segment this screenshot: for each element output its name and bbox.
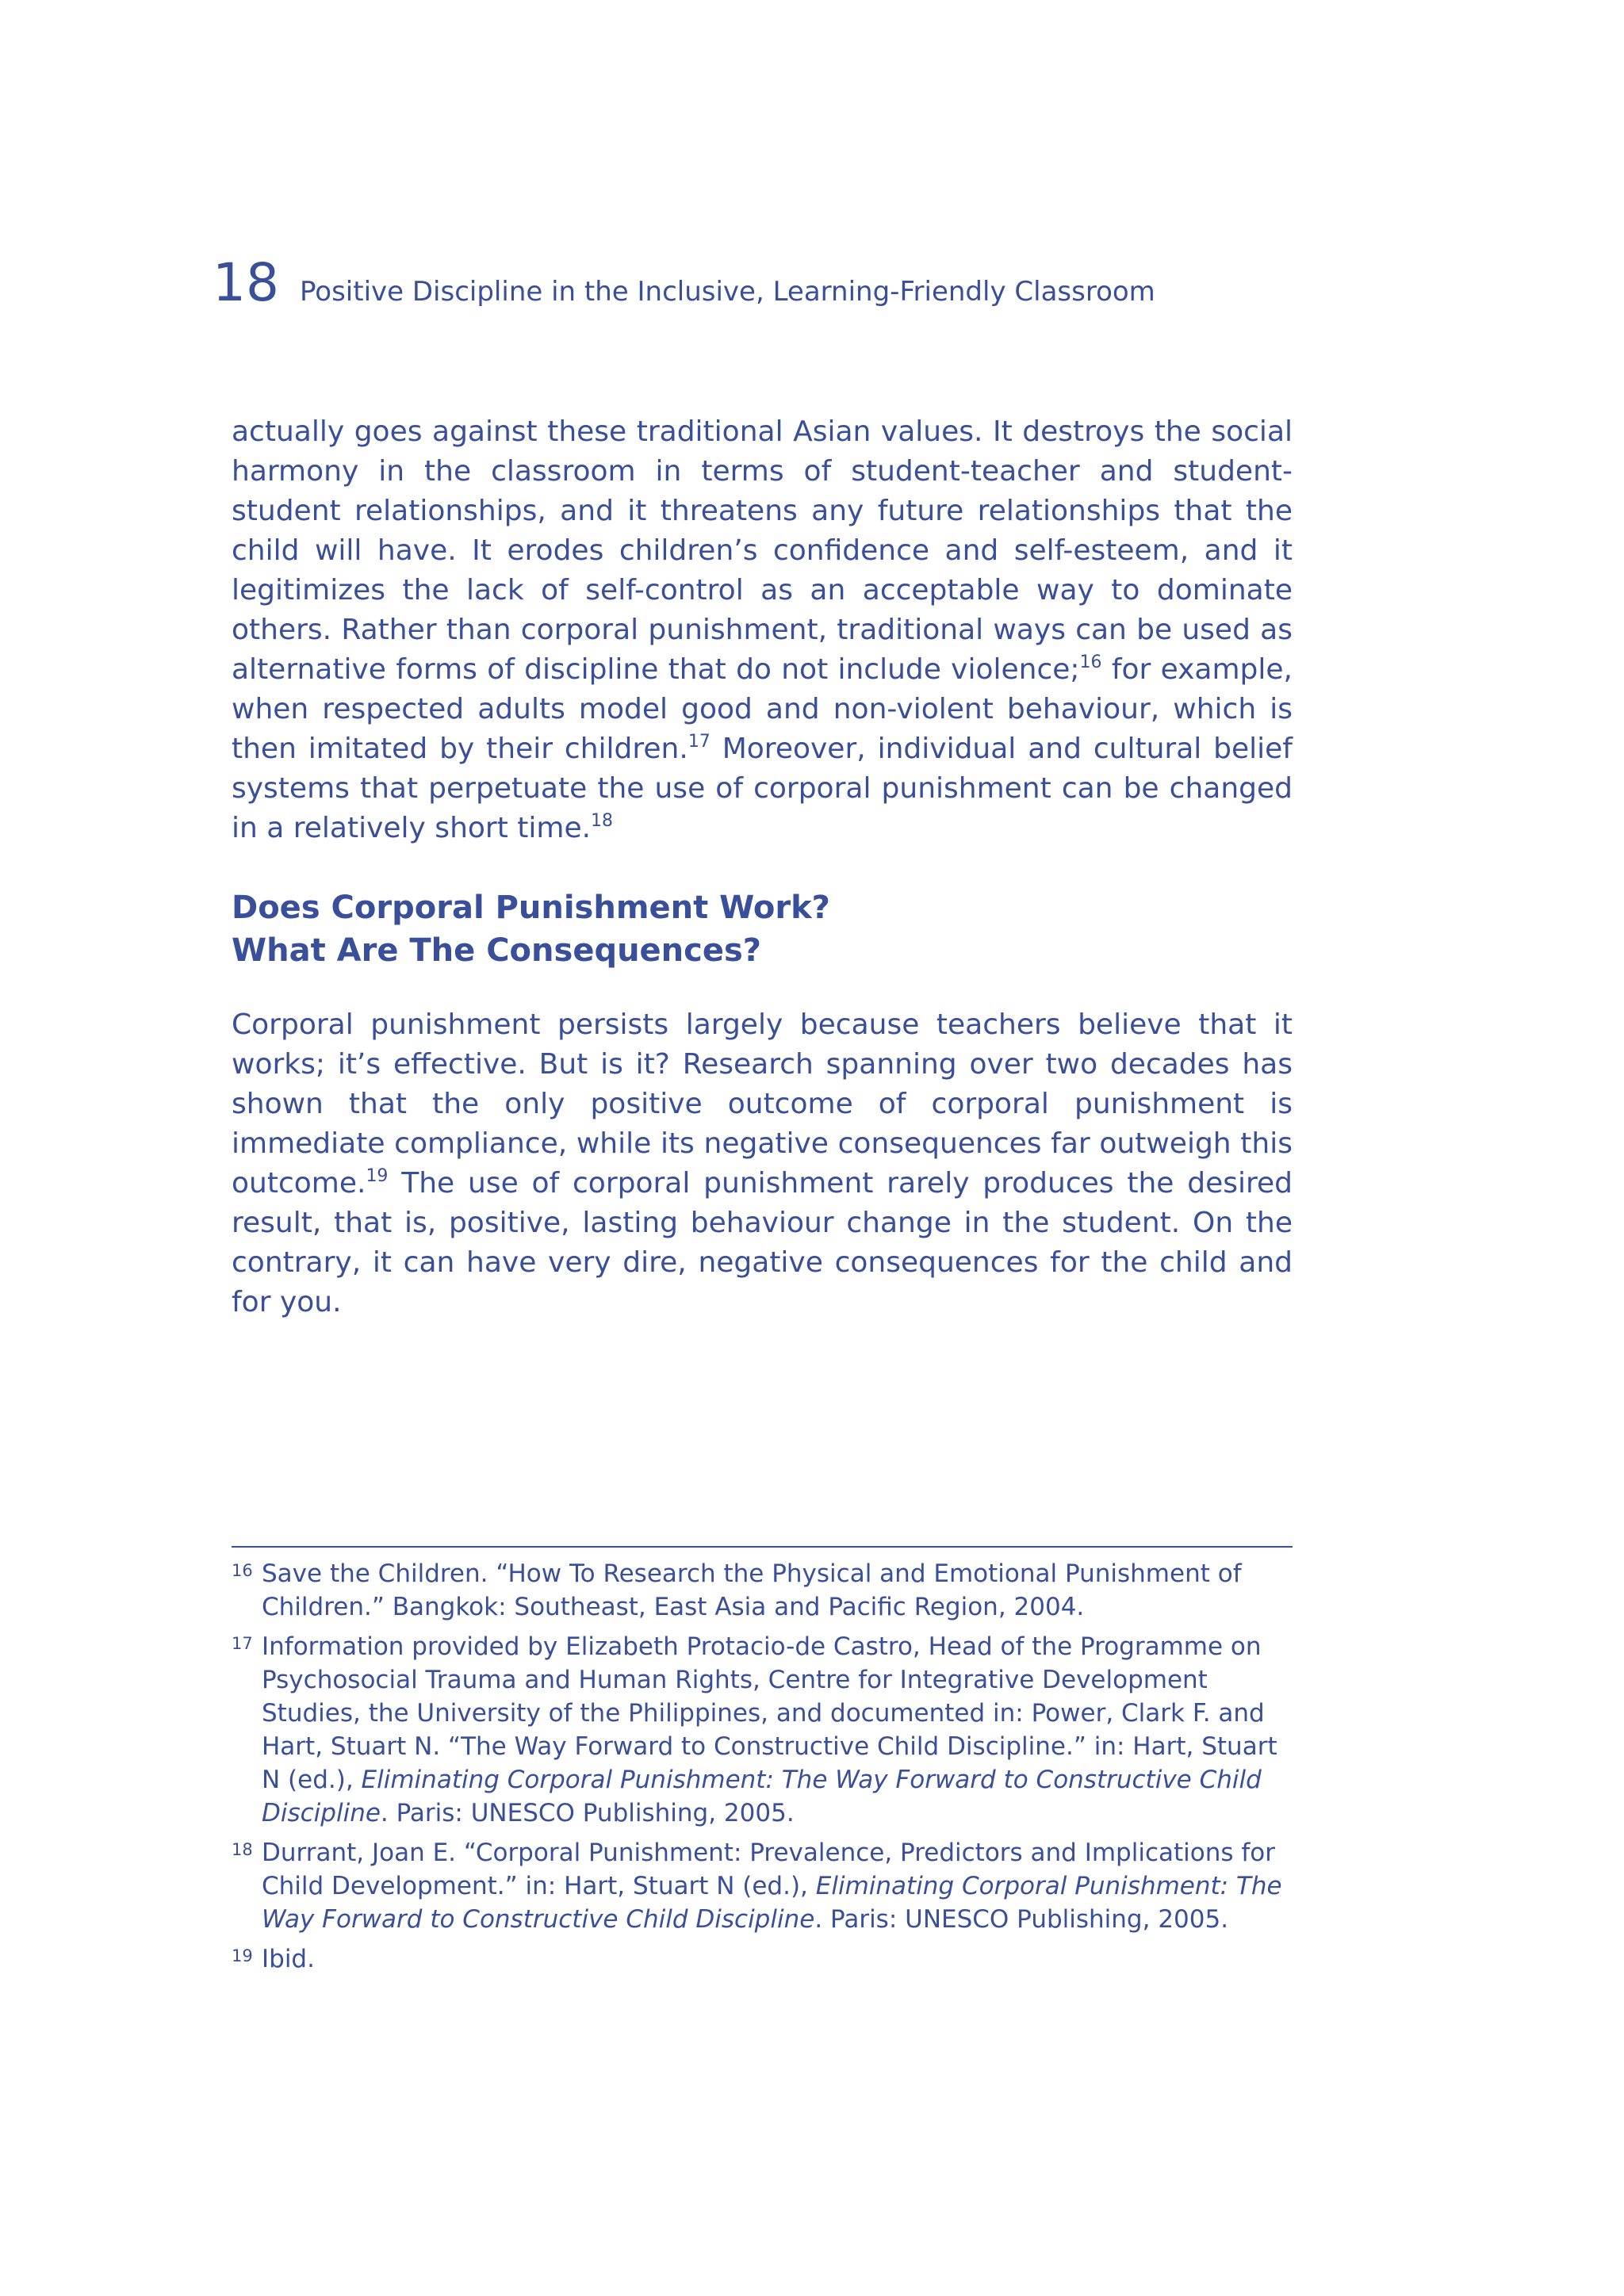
footnote-number: 16 — [232, 1561, 253, 1580]
footnote-text: Ibid. — [262, 1945, 315, 1973]
footnote-reference[interactable]: 19 — [366, 1166, 389, 1186]
footnote-text: Save the Children. “How To Research the Physical and Emotional Punishment of Children.” Bangkok: Southeast, East Asia and Pacific Region, 2004. — [262, 1559, 1242, 1621]
footnote-text-part: Information provided by Elizabeth Protacio-de Castro, Head of the Programme on Psychosocial Trauma and Human Rights, Centre for Integrative Development Studies, the University of the Philippines, and documented in: Power, Clark F. and Hart, Stuart N. “The Way Forward to Constructive Child Discipline.” in: Hart, Stuart N (ed.), — [262, 1632, 1277, 1794]
body-paragraph — [232, 412, 1293, 848]
section-heading-line: Does Corporal Punishment Work? — [232, 890, 830, 926]
section-heading-line: What Are The Consequences? — [232, 932, 762, 969]
page-header — [213, 252, 1155, 313]
section-heading — [232, 886, 1293, 972]
footnote-text-part: . Paris: UNESCO Publishing, 2005. — [380, 1799, 795, 1827]
footnote-text — [262, 1836, 1293, 1936]
footnote-number: 17 — [232, 1634, 253, 1653]
footnote-item — [232, 1557, 1293, 1624]
footnote-text-part: . Paris: UNESCO Publishing, 2005. — [814, 1905, 1229, 1934]
paragraph-text: for example, when respected adults model good and non-violent behaviour, which is then imitated by their children. — [232, 653, 1293, 765]
body-paragraph — [232, 1005, 1293, 1322]
footnote-text — [262, 1630, 1293, 1830]
footnote-number: 18 — [232, 1840, 253, 1859]
running-title: Positive Discipline in the Inclusive, Learning-Friendly Classroom — [299, 276, 1155, 308]
footnote-item — [232, 1836, 1293, 1936]
footnote-item — [232, 1630, 1293, 1830]
footnote-book-title: Eliminating Corporal Punishment: The Way Forward to Constructive Child Discipline — [262, 1872, 1282, 1934]
footnote-book-title: Eliminating Corporal Punishment: The Way Forward to Constructive Child Discipline — [262, 1766, 1262, 1827]
footnote-reference[interactable]: 16 — [1079, 652, 1102, 672]
footnote-number: 19 — [232, 1946, 253, 1965]
footnotes — [232, 1557, 1293, 1982]
paragraph-text: actually goes against these traditional Asian values. It destroys the social harmony in the classroom in terms of student-teacher and student-student relationships, and it threatens any future relationships that the child will have. It erodes children’s confidence and self-esteem, and it legitimizes the lack of self-control as an acceptable way to dominate others. Rather than corporal punishment, traditional ways can be used as alternative forms of discipline that do not include violence; — [232, 415, 1293, 686]
footnote-reference[interactable]: 18 — [591, 811, 614, 831]
footnote-text-part: Durrant, Joan E. “Corporal Punishment: Prevalence, Predictors and Implications for Child Development.” in: Hart, Stuart N (ed.), — [262, 1839, 1276, 1900]
paragraph-text: Moreover, individual and cultural belief systems that perpetuate the use of corporal punishment can be changed in a relatively short time. — [232, 733, 1293, 844]
footnote-reference[interactable]: 17 — [688, 732, 710, 752]
footnote-item — [232, 1942, 1293, 1976]
paragraph-text: Corporal punishment persists largely because teachers believe that it works; it’s effective. But is it? Research spanning over two decades has shown that the only positive outcome of corporal punishment is immediate compliance, while its negative consequences far outweigh this outcome. — [232, 1008, 1293, 1200]
page-number: 18 — [213, 252, 279, 313]
footnote-divider — [232, 1546, 1293, 1548]
paragraph-text: The use of corporal punishment rarely produces the desired result, that is, positive, lasting behaviour change in the student. On the contrary, it can have very dire, negative consequences for the child and for you. — [232, 1167, 1293, 1318]
